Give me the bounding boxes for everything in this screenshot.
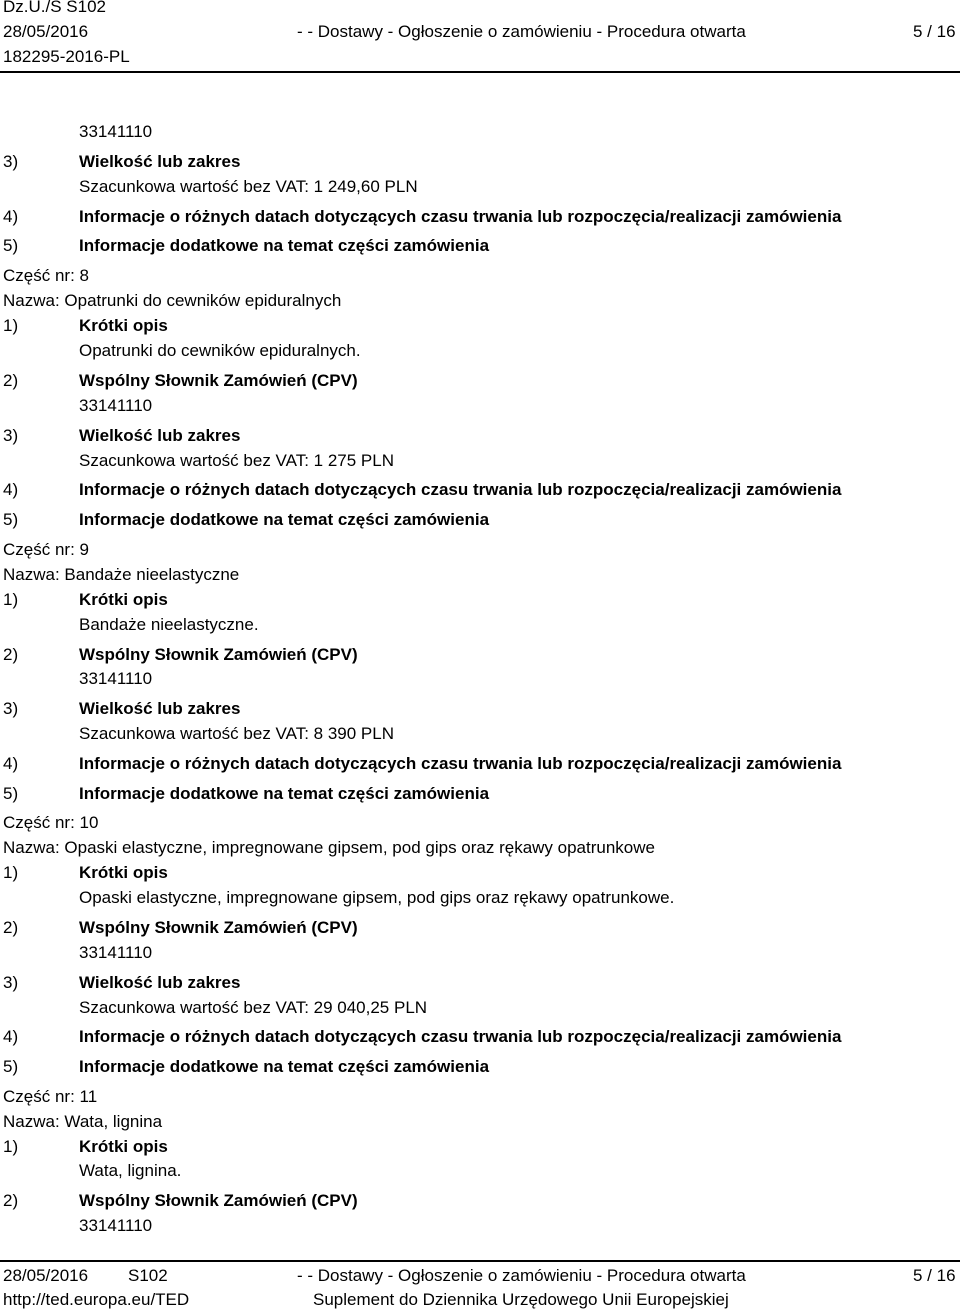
footer-url[interactable]: http://ted.europa.eu/TED [3,1290,190,1309]
item-number: 5) [3,510,19,529]
lot-description: Opatrunki do cewników epiduralnych. [79,341,361,360]
dates-info-heading: Informacje o różnych datach dotyczących czasu trwania lub rozpoczęcia/realizacji zamówienia [79,207,842,226]
item-number: 3) [3,152,19,171]
scope-heading: Wielkość lub zakres [79,699,241,718]
item-number: 2) [3,1191,19,1210]
footer-supplement: Suplement do Dziennika Urzędowego Unii Europejskiej [313,1290,729,1309]
item-number: 5) [3,784,19,803]
lot-number: Część nr: 8 [3,266,89,285]
item-number: 2) [3,918,19,937]
item-number: 3) [3,426,19,445]
item-number: 1) [3,1137,19,1156]
lot-description: Wata, lignina. [79,1161,182,1180]
lot-name: Nazwa: Opatrunki do cewników epiduralnych [3,291,342,310]
item-number: 2) [3,645,19,664]
short-description-heading: Krótki opis [79,590,168,609]
item-number: 4) [3,754,19,773]
item-number: 3) [3,699,19,718]
short-description-heading: Krótki opis [79,863,168,882]
lot-description: Opaski elastyczne, impregnowane gipsem, pod gips oraz rękawy opatrunkowe. [79,888,675,907]
scope-heading: Wielkość lub zakres [79,152,241,171]
cpv-code: 33141110 [79,1216,153,1235]
cpv-heading: Wspólny Słownik Zamówień (CPV) [79,1191,358,1210]
lot-number: Część nr: 10 [3,813,99,832]
footer-page-number: 5 / 16 [913,1266,956,1285]
footer-series: S102 [128,1266,168,1285]
item-number: 2) [3,371,19,390]
lot-name: Nazwa: Bandaże nieelastyczne [3,565,240,584]
item-number: 1) [3,590,19,609]
header-divider [0,71,960,73]
cpv-heading: Wspólny Słownik Zamówień (CPV) [79,918,358,937]
dates-info-heading: Informacje o różnych datach dotyczących czasu trwania lub rozpoczęcia/realizacji zamówienia [79,1027,842,1046]
short-description-heading: Krótki opis [79,316,168,335]
lot-description: Bandaże nieelastyczne. [79,615,259,634]
item-number: 3) [3,973,19,992]
item-number: 5) [3,236,19,255]
dates-info-heading: Informacje o różnych datach dotyczących czasu trwania lub rozpoczęcia/realizacji zamówienia [79,754,842,773]
item-number: 1) [3,863,19,882]
item-number: 4) [3,207,19,226]
scope-heading: Wielkość lub zakres [79,973,241,992]
document-id: 182295-2016-PL [3,47,130,66]
footer-title: - - Dostawy - Ogłoszenie o zamówieniu - Procedura otwarta [297,1266,746,1285]
footer-divider [0,1260,960,1262]
footer-date: 28/05/2016 [3,1266,89,1285]
estimated-value: Szacunkowa wartość bez VAT: 1 249,60 PLN [79,177,418,196]
lot-number: Część nr: 9 [3,540,89,559]
cpv-code: 33141110 [79,943,153,962]
journal-ref: Dz.U./S S102 [3,0,106,16]
cpv-heading: Wspólny Słownik Zamówień (CPV) [79,645,358,664]
lot-name: Nazwa: Wata, lignina [3,1112,163,1131]
estimated-value: Szacunkowa wartość bez VAT: 8 390 PLN [79,724,394,743]
estimated-value: Szacunkowa wartość bez VAT: 1 275 PLN [79,451,394,470]
cpv-code: 33141110 [79,122,153,141]
estimated-value: Szacunkowa wartość bez VAT: 29 040,25 PLN [79,998,428,1017]
lot-name: Nazwa: Opaski elastyczne, impregnowane gipsem, pod gips oraz rękawy opatrunkowe [3,838,655,857]
item-number: 4) [3,480,19,499]
lot-number: Część nr: 11 [3,1087,98,1106]
additional-info-heading: Informacje dodatkowe na temat części zamówienia [79,1057,490,1076]
dates-info-heading: Informacje o różnych datach dotyczących czasu trwania lub rozpoczęcia/realizacji zamówienia [79,480,842,499]
item-number: 4) [3,1027,19,1046]
additional-info-heading: Informacje dodatkowe na temat części zamówienia [79,510,490,529]
header-date: 28/05/2016 [3,22,89,41]
cpv-code: 33141110 [79,396,153,415]
scope-heading: Wielkość lub zakres [79,426,241,445]
short-description-heading: Krótki opis [79,1137,168,1156]
item-number: 1) [3,316,19,335]
header-page-number: 5 / 16 [913,22,956,41]
cpv-heading: Wspólny Słownik Zamówień (CPV) [79,371,358,390]
additional-info-heading: Informacje dodatkowe na temat części zamówienia [79,236,490,255]
additional-info-heading: Informacje dodatkowe na temat części zamówienia [79,784,490,803]
header-title: - - Dostawy - Ogłoszenie o zamówieniu - Procedura otwarta [297,22,746,41]
item-number: 5) [3,1057,19,1076]
cpv-code: 33141110 [79,669,153,688]
